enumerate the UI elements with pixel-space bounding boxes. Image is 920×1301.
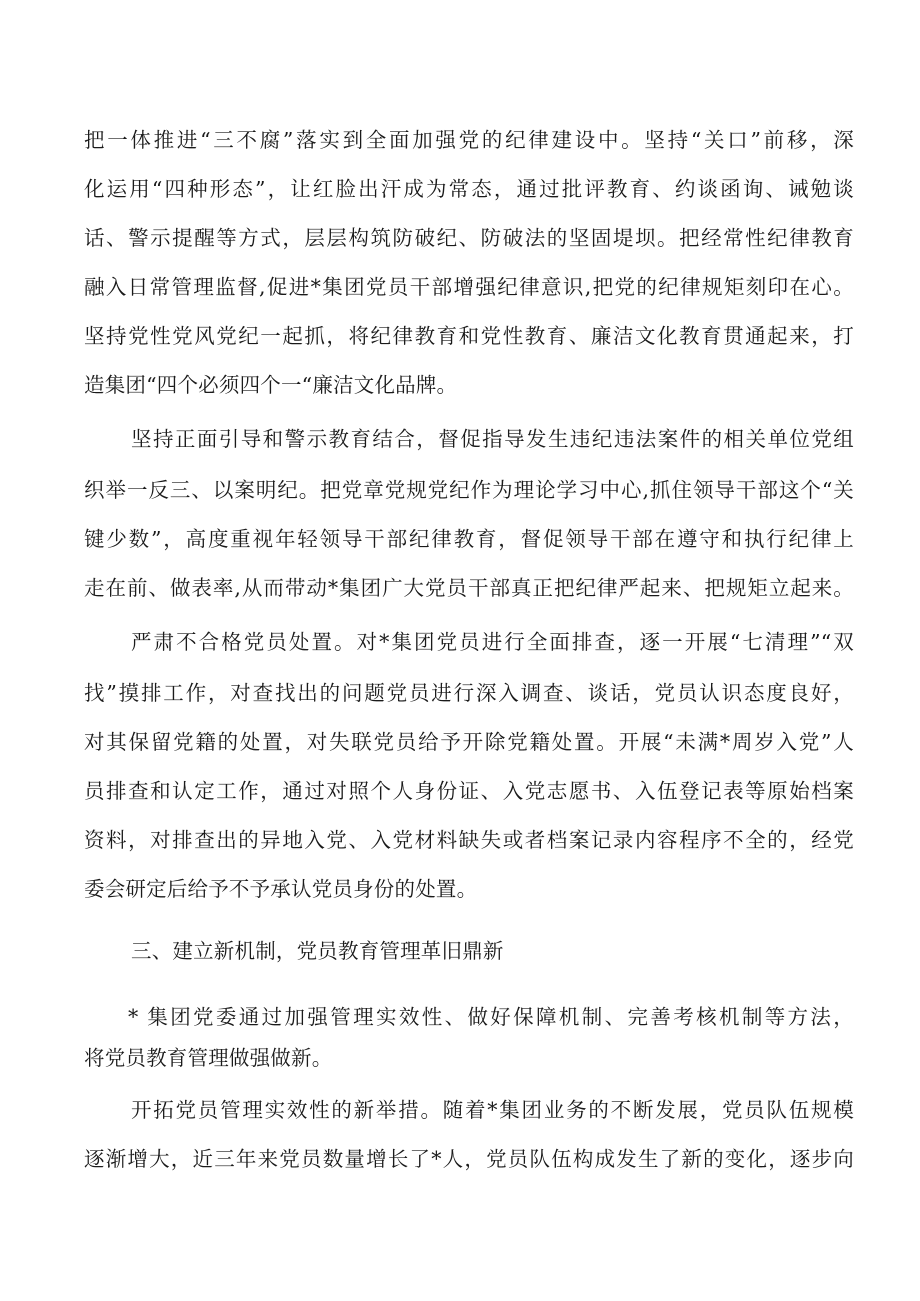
paragraph-2-line: 坚持正面引导和警示教育结合，督促指导发生违纪违法案件的相关单位党组 <box>131 427 854 451</box>
paragraph-4-line: * 集团党委通过加强管理实效性、做好保障机制、完善考核机制等方法， <box>128 1005 854 1029</box>
paragraph-3-line: 委会研定后给予不予承认党员身份的处置。 <box>84 877 478 901</box>
paragraph-1-line: 话、警示提醒等方式，层层构筑防破纪、防破法的坚固堤坝。把经常性纪律教育 <box>84 226 854 250</box>
paragraph-2-line: 织举一反三、以案明纪。把党章党规党纪作为理论学习中心,抓住领导干部这个“关 <box>84 478 854 502</box>
paragraph-5-line: 开拓党员管理实效性的新举措。随着*集团业务的不断发展，党员队伍规模 <box>131 1098 854 1122</box>
paragraph-1-line: 融入日常管理监督,促进*集团党员干部增强纪律意识,把党的纪律规矩刻印在心。 <box>84 275 854 299</box>
paragraph-1-line: 化运用“四种形态”，让红脸出汗成为常态，通过批评教育、约谈函询、诫勉谈 <box>84 177 854 201</box>
paragraph-3-line: 严肃不合格党员处置。对*集团党员进行全面排查，逐一开展“七清理”“双 <box>131 630 854 654</box>
paragraph-1-line: 把一体推进“三不腐”落实到全面加强党的纪律建设中。坚持“关口”前移，深 <box>84 128 854 152</box>
paragraph-3-line: 员排查和认定工作，通过对照个人身份证、入党志愿书、入伍登记表等原始档案 <box>84 779 854 803</box>
paragraph-3-line: 对其保留党籍的处置，对失联党员给予开除党籍处置。开展“未满*周岁入党”人 <box>84 730 854 754</box>
paragraph-2-line: 走在前、做表率,从而带动*集团广大党员干部真正把纪律严起来、把规矩立起来。 <box>84 576 854 600</box>
paragraph-5-line: 逐渐增大，近三年来党员数量增长了*人，党员队伍构成发生了新的变化，逐步向 <box>84 1147 854 1171</box>
paragraph-3-line: 资料，对排查出的异地入党、入党材料缺失或者档案记录内容程序不全的，经党 <box>84 828 854 852</box>
paragraph-2-line: 键少数”，高度重视年轻领导干部纪律教育，督促领导干部在遵守和执行纪律上 <box>84 527 854 551</box>
section-heading: 三、建立新机制，党员教育管理革旧鼎新 <box>131 939 504 963</box>
paragraph-4-line: 将党员教育管理做强做新。 <box>84 1046 333 1070</box>
paragraph-1-line: 坚持党性党风党纪一起抓，将纪律教育和党性教育、廉洁文化教育贯通起来，打 <box>84 324 854 348</box>
paragraph-3-line: 找”摸排工作，对查找出的问题党员进行深入调查、谈话，党员认识态度良好， <box>84 681 854 705</box>
paragraph-1-line: 造集团“四个必须四个一“廉洁文化品牌。 <box>84 373 458 397</box>
